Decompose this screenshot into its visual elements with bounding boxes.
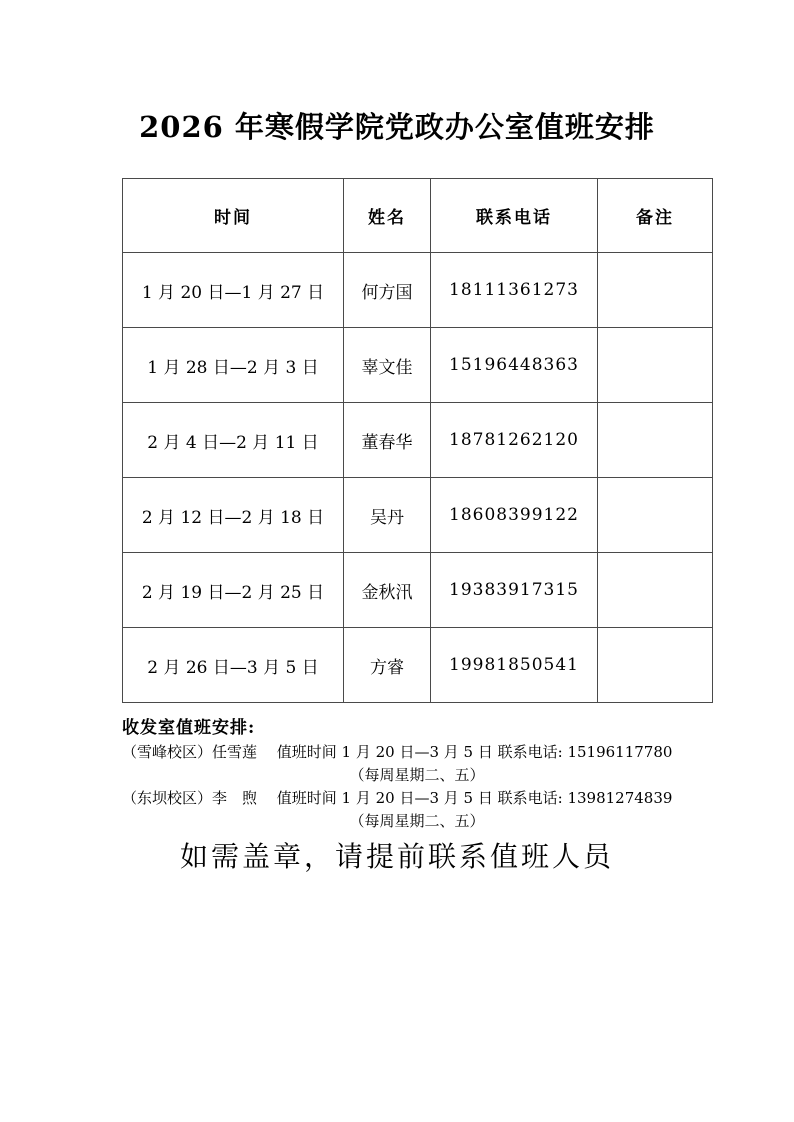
- header-name: 姓名: [344, 179, 431, 253]
- cell-note: [598, 328, 713, 403]
- cell-time: 1 月 28 日—2 月 3 日: [123, 328, 344, 403]
- mailroom-section: [122, 716, 712, 833]
- cell-name: 何方国: [344, 253, 431, 328]
- duty-schedule-table: [122, 178, 713, 703]
- mailroom-entry-dongba-schedule: （每周星期二、五）: [349, 812, 485, 830]
- table-row: [123, 403, 713, 478]
- cell-phone: 15196448363: [431, 328, 598, 403]
- cell-phone: 18111361273: [431, 253, 598, 328]
- mailroom-entry-xuefeng: （雪峰校区）任雪莲 值班时间 1 月 20 日—3 月 5 日 联系电话: 15196117780: [122, 743, 673, 761]
- table-header-row: [123, 179, 713, 253]
- cell-phone: 19981850541: [431, 628, 598, 703]
- cell-note: [598, 253, 713, 328]
- cell-note: [598, 403, 713, 478]
- mailroom-entry-xuefeng-schedule: （每周星期二、五）: [349, 766, 485, 784]
- cell-time: 2 月 19 日—2 月 25 日: [123, 553, 344, 628]
- cell-name: 金秋汛: [344, 553, 431, 628]
- cell-time: 2 月 4 日—2 月 11 日: [123, 403, 344, 478]
- table-row: [123, 328, 713, 403]
- page-title: 2026 年寒假学院党政办公室值班安排: [139, 110, 655, 144]
- cell-time: 2 月 26 日—3 月 5 日: [123, 628, 344, 703]
- table-row: [123, 553, 713, 628]
- cell-name: 方睿: [344, 628, 431, 703]
- cell-phone: 19383917315: [431, 553, 598, 628]
- cell-name: 辜文佳: [344, 328, 431, 403]
- cell-time: 1 月 20 日—1 月 27 日: [123, 253, 344, 328]
- cell-time: 2 月 12 日—2 月 18 日: [123, 478, 344, 553]
- cell-note: [598, 628, 713, 703]
- cell-phone: 18781262120: [431, 403, 598, 478]
- cell-name: 吴丹: [344, 478, 431, 553]
- seal-notice: 如需盖章，请提前联系值班人员: [179, 840, 614, 873]
- table-row: [123, 478, 713, 553]
- header-phone: 联系电话: [431, 179, 598, 253]
- mailroom-heading: 收发室值班安排:: [122, 718, 256, 738]
- cell-phone: 18608399122: [431, 478, 598, 553]
- table-row: [123, 253, 713, 328]
- cell-name: 董春华: [344, 403, 431, 478]
- cell-note: [598, 478, 713, 553]
- cell-note: [598, 553, 713, 628]
- table-row: [123, 628, 713, 703]
- mailroom-entry-dongba: （东坝校区）李 煦 值班时间 1 月 20 日—3 月 5 日 联系电话: 13981274839: [122, 789, 673, 807]
- header-time: 时间: [123, 179, 344, 253]
- header-note: 备注: [598, 179, 713, 253]
